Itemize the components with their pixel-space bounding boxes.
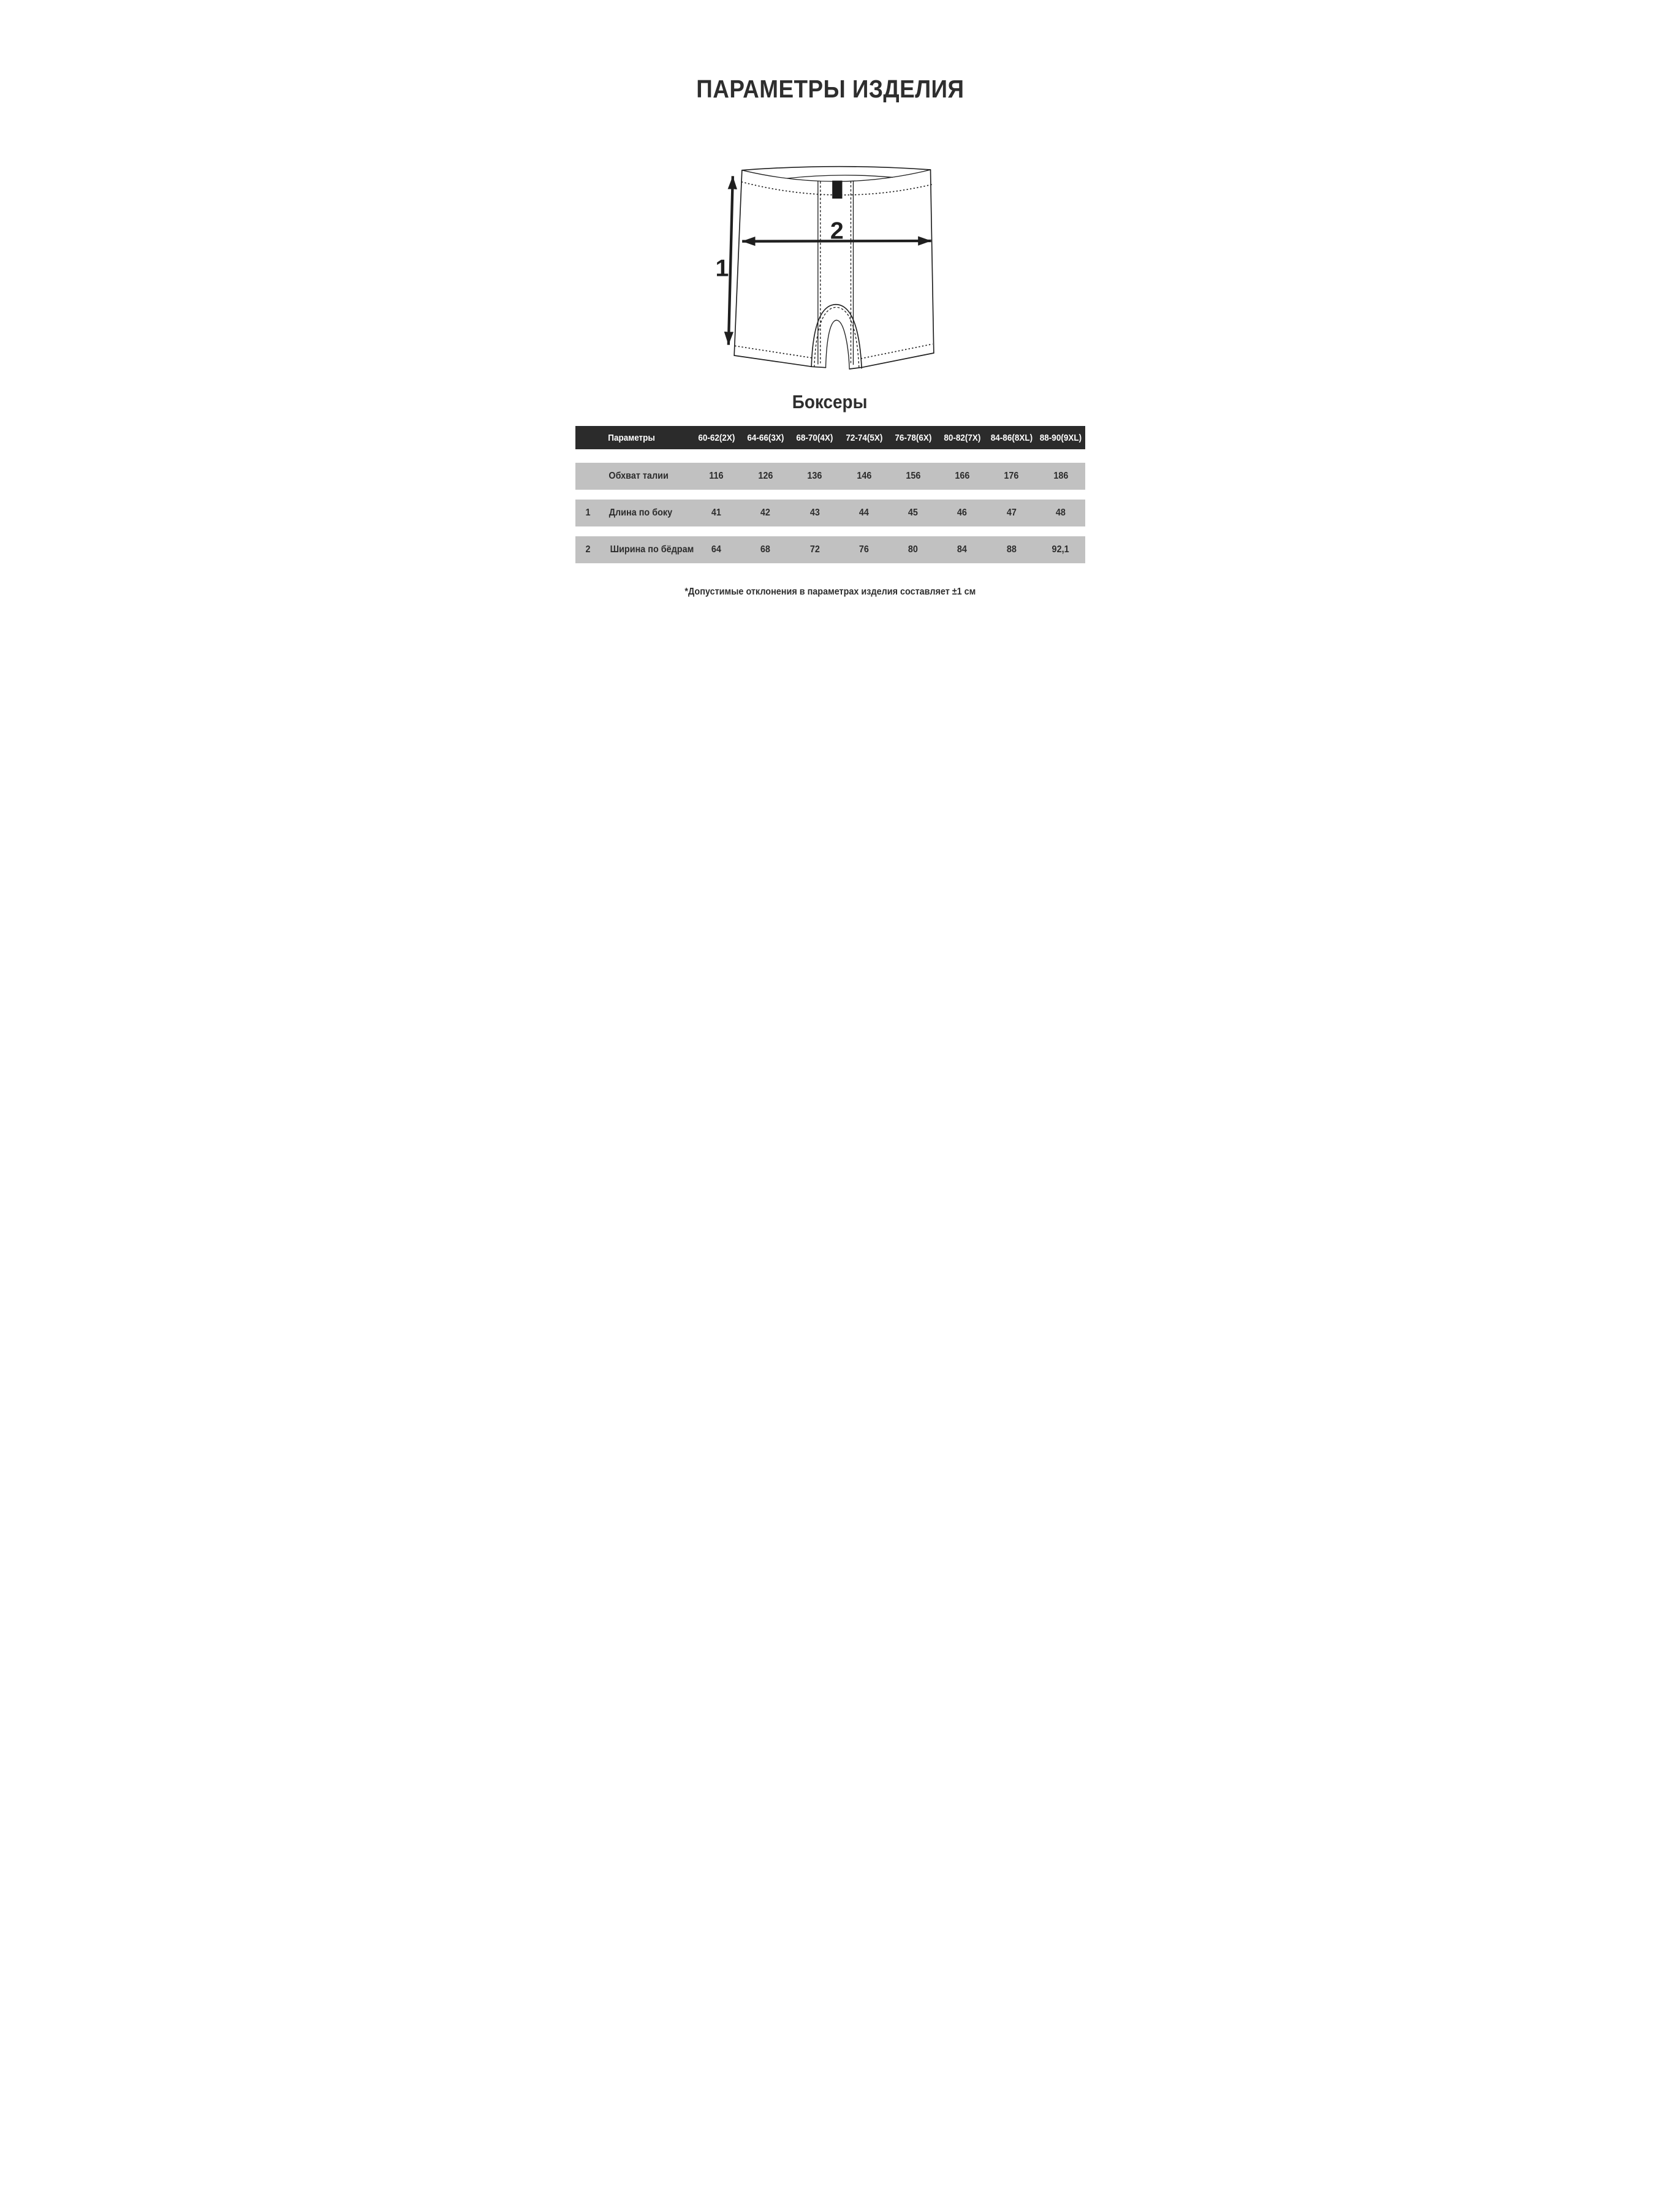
value: 146 xyxy=(856,471,871,481)
right-hem-stitch xyxy=(861,344,933,359)
size-header-7: 88-90(9XL) xyxy=(1039,432,1082,443)
waistband-inner-edge xyxy=(787,175,893,178)
value-cell xyxy=(692,544,741,555)
value-cell xyxy=(1036,471,1085,482)
dim1-arrow xyxy=(729,176,733,344)
boxers-technical-drawing xyxy=(711,163,939,371)
header-size-cell xyxy=(839,433,889,443)
waistband-back-rim xyxy=(742,167,931,170)
dim2-label: 2 xyxy=(830,217,844,245)
brand-tab xyxy=(832,181,842,199)
value-cell xyxy=(790,507,839,519)
value-cell xyxy=(938,544,987,555)
value-cell xyxy=(839,507,889,519)
value: 126 xyxy=(758,471,773,481)
value-cell xyxy=(938,471,987,482)
row-num: 2 xyxy=(585,544,591,555)
value: 46 xyxy=(957,507,968,518)
table-row-side-length xyxy=(575,500,1085,526)
row-label-cell xyxy=(600,471,692,482)
header-size-cell xyxy=(790,433,839,443)
value-cell xyxy=(889,507,938,519)
page-title-text: ПАРАМЕТРЫ ИЗДЕЛИЯ xyxy=(695,75,965,103)
page-title xyxy=(553,75,1107,104)
left-side-seam xyxy=(734,170,742,355)
row-label-cell xyxy=(600,507,692,519)
size-table xyxy=(575,426,1085,563)
value-cell xyxy=(1036,507,1085,519)
value: 176 xyxy=(1004,471,1019,481)
table-row-waist xyxy=(575,463,1085,490)
header-size-cell xyxy=(938,433,987,443)
size-header-1: 64-66(3X) xyxy=(747,432,784,443)
value: 41 xyxy=(711,507,722,518)
value: 72 xyxy=(809,544,820,555)
value: 68 xyxy=(760,544,771,555)
value-cell xyxy=(741,471,790,482)
tolerance-footnote xyxy=(553,587,1107,598)
value: 43 xyxy=(809,507,820,518)
value: 88 xyxy=(1006,544,1017,555)
row-num-cell xyxy=(575,507,600,519)
value-cell xyxy=(1036,544,1085,555)
value-cell xyxy=(839,544,889,555)
size-header-2: 68-70(4X) xyxy=(796,432,833,443)
value-cell xyxy=(889,544,938,555)
value: 84 xyxy=(957,544,968,555)
dim1-label: 1 xyxy=(715,254,729,282)
row-label: Обхват талии xyxy=(608,471,669,481)
header-param-label: Параметры xyxy=(608,432,655,443)
crotch-outer-seam xyxy=(811,305,862,368)
value: 64 xyxy=(711,544,722,555)
left-hem-stitch xyxy=(735,346,814,358)
product-name-text: Боксеры xyxy=(792,391,868,412)
value: 76 xyxy=(858,544,869,555)
size-header-3: 72-74(5X) xyxy=(845,432,882,443)
value-cell xyxy=(741,544,790,555)
value: 44 xyxy=(858,507,869,518)
row-num-cell xyxy=(575,544,600,555)
size-chart-page xyxy=(553,0,1107,737)
row-label-cell xyxy=(600,544,692,555)
header-param-cell xyxy=(600,433,692,443)
value-cell xyxy=(987,507,1036,519)
value-cell xyxy=(741,507,790,519)
value: 186 xyxy=(1053,471,1068,481)
value-cell xyxy=(692,471,741,482)
value: 47 xyxy=(1006,507,1017,518)
value-cell xyxy=(938,507,987,519)
value: 136 xyxy=(807,471,822,481)
tolerance-footnote-text: *Допустимые отклонения в параметрах изделия составляет ±1 см xyxy=(684,587,976,597)
header-size-cell xyxy=(1036,433,1085,443)
header-size-cell xyxy=(741,433,790,443)
value: 80 xyxy=(908,544,919,555)
header-size-cell xyxy=(987,433,1036,443)
table-row-hip-width xyxy=(575,536,1085,563)
right-side-seam xyxy=(931,170,934,353)
value-cell xyxy=(790,544,839,555)
value: 116 xyxy=(709,471,724,481)
value: 92,1 xyxy=(1052,544,1069,555)
value-cell xyxy=(889,471,938,482)
row-label: Ширина по бёдрам xyxy=(610,544,694,555)
value-cell xyxy=(987,471,1036,482)
size-table-header-row xyxy=(575,426,1085,449)
value-cell xyxy=(839,471,889,482)
row-num: 1 xyxy=(585,507,591,518)
size-header-6: 84-86(8XL) xyxy=(990,432,1033,443)
value-cell xyxy=(790,471,839,482)
leg-opening-arch xyxy=(826,320,850,369)
header-size-cell xyxy=(692,433,741,443)
header-size-cell xyxy=(889,433,938,443)
value: 42 xyxy=(760,507,771,518)
value-cell xyxy=(987,544,1036,555)
size-header-4: 76-78(6X) xyxy=(895,432,932,443)
row-label: Длина по боку xyxy=(608,507,673,518)
product-name xyxy=(553,391,1107,413)
size-header-0: 60-62(2X) xyxy=(698,432,735,443)
value: 156 xyxy=(906,471,921,481)
value: 45 xyxy=(908,507,919,518)
value-cell xyxy=(692,507,741,519)
value: 166 xyxy=(955,471,970,481)
value: 48 xyxy=(1055,507,1066,518)
size-header-5: 80-82(7X) xyxy=(944,432,981,443)
crotch-stitch xyxy=(814,307,859,368)
